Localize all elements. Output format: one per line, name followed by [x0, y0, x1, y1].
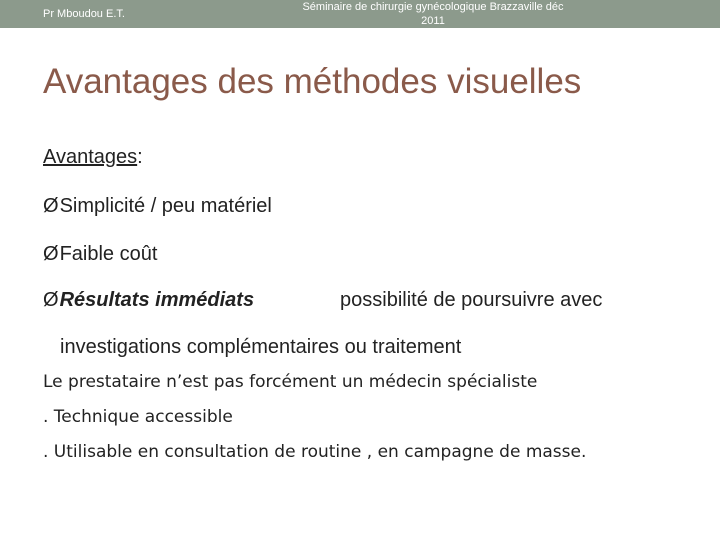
bullet-3	[43, 289, 254, 312]
arrow-bullet-icon: Ø	[43, 243, 59, 265]
subheading-label: Avantages	[43, 146, 138, 168]
paragraph-1: Le prestataire n’est pas forcément un médecin spécialiste	[43, 372, 538, 392]
seminar-line-1: Séminaire de chirurgie gynécologique Brazzaville déc	[302, 1, 564, 13]
header-bar	[0, 0, 720, 28]
bullet-2	[43, 243, 157, 266]
author-label: Pr Mboudou E.T.	[43, 8, 125, 20]
arrow-bullet-icon: Ø	[43, 289, 59, 311]
bullet-2-text: Faible coût	[59, 243, 158, 265]
bullet-3-continuation: investigations complémentaires ou traitement	[60, 336, 462, 358]
subheading	[43, 146, 143, 169]
bullet-1-text: Simplicité / peu matériel	[59, 195, 272, 217]
paragraph-3: . Utilisable en consultation de routine , en campagne de masse.	[43, 442, 587, 462]
subheading-suffix: :	[137, 146, 143, 168]
paragraph-2: . Technique accessible	[43, 407, 233, 427]
slide-title: Avantages des méthodes visuelles	[43, 62, 582, 101]
bullet-1	[43, 195, 272, 218]
bullet-3-rest: possibilité de poursuivre avec	[340, 289, 603, 311]
bullet-3-bold: Résultats immédiats	[59, 289, 255, 311]
seminar-line-2: 2011	[421, 15, 445, 27]
seminar-label	[278, 0, 588, 28]
arrow-bullet-icon: Ø	[43, 195, 59, 217]
